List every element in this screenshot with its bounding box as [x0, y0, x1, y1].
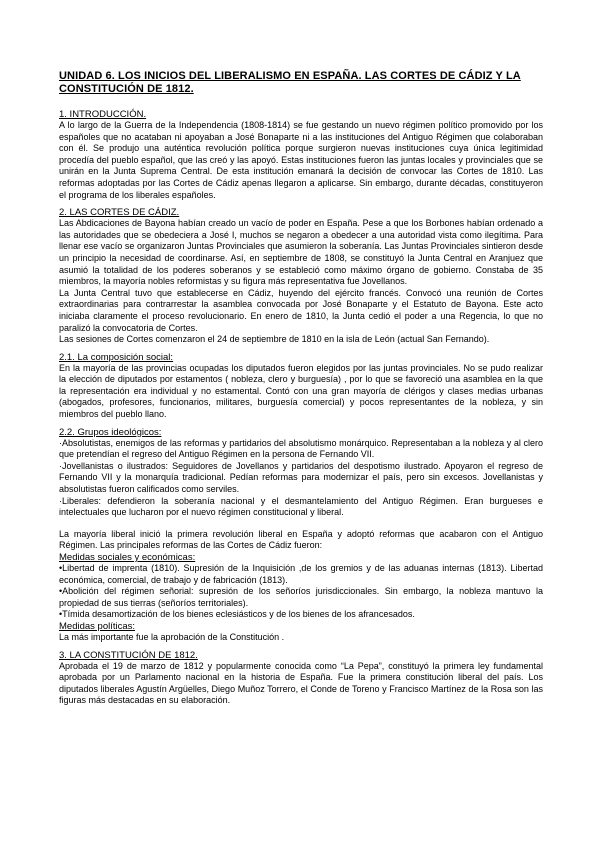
composicion-social-paragraph: En la mayoría de las provincias ocupadas los diputados fueron elegidos por las juntas provinciales. No se pudo realizar la elección de diputados por estamentos ( nobleza, clero y burguesía) , por lo que se favoreció una asamblea en la que la representación era individual y no estamental. Contó con una gran mayoría de clérigos y clases medias urbanas (abogados, profesores, funcionarios, militares, burguesía comercial) y pocos representantes de la nobleza, y sin miembros del pueblo llano.: [59, 362, 543, 420]
section-heading-grupos-ideologicos: 2.2. Grupos ideológicos:: [59, 426, 162, 438]
cortes-paragraph-3: Las sesiones de Cortes comenzaron el 24 de septiembre de 1810 en la isla de León (actual San Fernando).: [59, 334, 490, 345]
medidas-politicas-text: La más importante fue la aprobación de la Constitución .: [59, 631, 285, 642]
grupos-absolutistas: ·Absolutistas, enemigos de las reformas y partidarios del absolutismo monárquico. Representaban a la nobleza y al clero que pretendían el regreso del Antiguo Régimen en la persona de Fernando VII.: [59, 437, 543, 460]
section-heading-introduccion: 1. INTRODUCCIÓN.: [59, 109, 147, 120]
reforma-bullet-1: •Libertad de imprenta (1810). Supresión de la Inquisición ,de los gremios y de las aduanas internas (1813). Libertad económica, comercial, de trabajo y de fabricación (1813).: [59, 563, 543, 585]
reforma-bullet-3: •Tímida desamortización de los bienes eclesiásticos y de los bienes de los afrancesados.: [59, 609, 415, 620]
section-heading-composicion-social: 2.1. La composición social:: [59, 351, 174, 363]
constitucion-paragraph: Aprobada el 19 de marzo de 1812 y popularmente conocida como “La Pepa”, constituyó la primera ley fundamental aprobada por un Parlamento nacional en la historia de España. Fue la primera constitución liberal del país. Los diputados liberales Agustín Argüelles, Diego Muñoz Torrero, el Conde de Toreno y Francisco Martínez de la Rosa son las figuras más destacadas en su elaboración.: [59, 660, 543, 706]
reforma-bullet-2: •Abolición del régimen señorial: supresión de los señoríos jurisdiccionales. Sin embargo, la nobleza mantuvo la propiedad de sus tierras (señoríos territoriales).: [59, 586, 543, 608]
document-title: UNIDAD 6. LOS INICIOS DEL LIBERALISMO EN ESPAÑA. LAS CORTES DE CÁDIZ Y LA CONSTITUCIÓN DE 1812.: [59, 70, 521, 95]
subheading-medidas-politicas: Medidas políticas:: [59, 620, 136, 632]
grupos-liberales: ·Liberales: defendieron la soberanía nacional y el desmantelamiento del Antiguo Régimen. Eran burgueses e intelectuales que lucharon por el nuevo régimen constitucional y liberal.: [59, 495, 543, 518]
section-heading-constitucion-1812: 3. LA CONSTITUCIÓN DE 1812.: [59, 649, 198, 661]
cortes-paragraph-2: La Junta Central tuvo que establecerse en Cádiz, huyendo del ejército francés. Convocó una reunión de Cortes extraordinarias para contrarrestar la asamblea convocada por José Bonaparte y el Estatuto de Bayona. Este acto iniciaba claramente el proceso revolucionario. En enero de 1810, la Junta cedió el poder a una Regencia, lo que no paralizó la convocatoria de Cortes.: [59, 287, 543, 333]
introduccion-paragraph: A lo largo de la Guerra de la Independencia (1808-1814) se fue gestando un nuevo régimen político promovido por los españoles que no acataban ni apoyaban a José Bonaparte ni a las instituciones del Antiguo Régimen que colaboraban con él. Se produjo una auténtica revolución política porque surgieron nuevas instituciones cuya única legitimidad procedía del pueblo español, que las creó y las apoyó. Estas instituciones fueron las juntas locales y provinciales que se unirán en la Junta Suprema Central. De esta institución emanará la decisión de convocar las Cortes de 1810. Las reformas adoptadas por las Cortes de Cádiz apenas llegaron a aplicarse. Sin embargo, durante décadas, constituyeron el programa de los liberales españoles.: [59, 120, 543, 200]
grupos-jovellanistas: ·Jovellanistas o ilustrados: Seguidores de Jovellanos y partidarios del despotismo ilustrado. Apoyaron el regreso de Fernando VII y la monarquía tradicional. Pedían reformas para modernizar el país, pero sin excesos. Jovellanistas y absolutistas fueron calificados como serviles.: [59, 460, 543, 495]
subheading-medidas-sociales: Medidas sociales y económicas:: [59, 552, 196, 563]
cortes-paragraph-1: Las Abdicaciones de Bayona habían creado un vacío de poder en España. Pese a que los Borbones habían ordenado a las autoridades que se obedeciera a José I, muchos se negaron a obedecer a una autoridad vista como ilegítima. Para llenar ese vacío se organizaron Juntas Provinciales que asumieron la soberanía. Las Juntas Provinciales sintieron desde un principio la necesidad de coordinarse. Así, en septiembre de 1808, se constituyó la Junta Central en Aranjuez que asumió la totalidad de los poderes soberanos y se estableció como máximo órgano de gobierno. Constaba de 35 miembros, la mayoría nobles reformistas y su figura más representativa fue Jovellanos.: [59, 218, 543, 287]
section-heading-cortes-de-cadiz: 2. LAS CORTES DE CÁDIZ.: [59, 207, 180, 219]
document-page: [59, 70, 543, 707]
reformas-intro: La mayoría liberal inició la primera revolución liberal en España y adoptó reformas que acabaron con el Antiguo Régimen. Las principales reformas de las Cortes de Cádiz fueron:: [59, 528, 543, 551]
